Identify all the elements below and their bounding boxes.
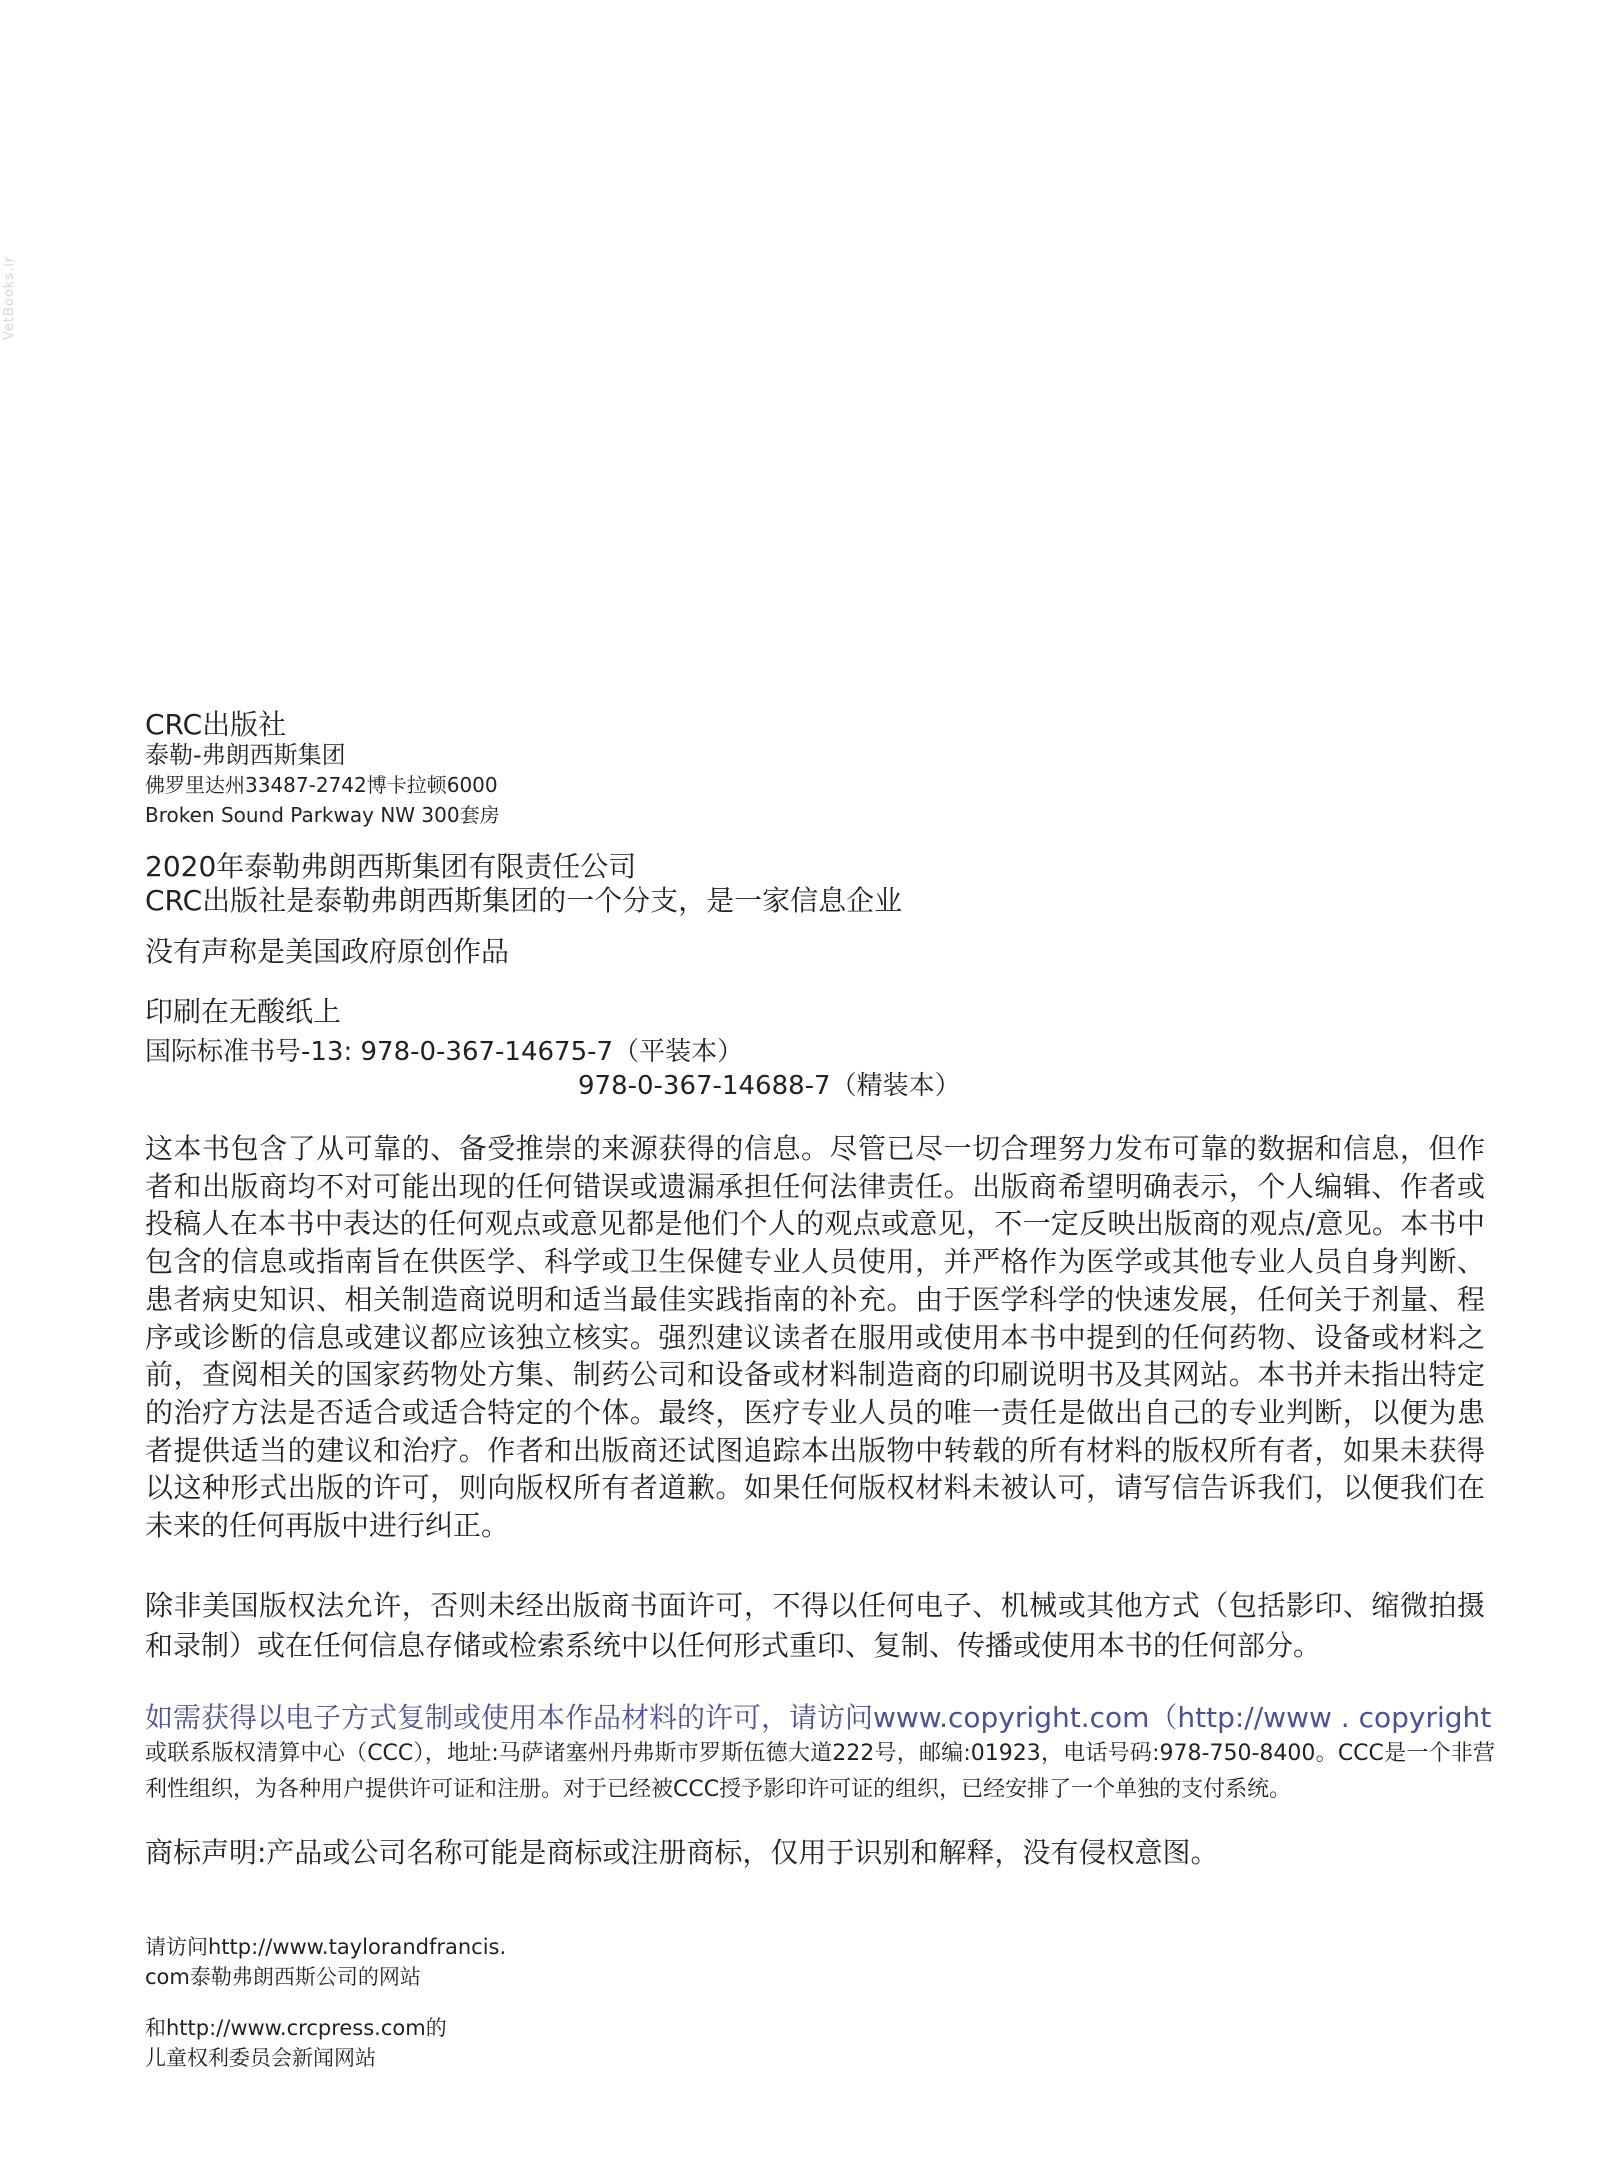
crc-press-website-line2: 儿童权利委员会新闻网站: [145, 2046, 376, 2070]
permission-block: [145, 1700, 1495, 1808]
crc-press-website-line1: 和http://www.crcpress.com的: [145, 2016, 447, 2040]
crc-press-website: [145, 2013, 447, 2073]
watermark-text: VetBooks.ir: [2, 255, 17, 340]
permission-ccc-info: 或联系版权清算中心（CCC），地址:马萨诸塞州丹弗斯市罗斯伍德大道222号，邮编:01923，电话号码:978-750-8400。CCC是一个非营利性组织，为各种用户提供许可证和注册。对于已经被CCC授予影印许可证的组织，已经安排了一个单独的支付系统。: [145, 1741, 1495, 1802]
reproduction-notice: 除非美国版权法允许，否则未经出版商书面许可，不得以任何电子、机械或其他方式（包括影印、缩微拍摄和录制）或在任何信息存储或检索系统中以任何形式重印、复制、传播或使用本书的任何部分。: [145, 1589, 1485, 1662]
publisher-group: 泰勒-弗朗西斯集团: [145, 741, 346, 769]
publisher-address-line1: 佛罗里达州33487-2742博卡拉顿6000: [145, 773, 498, 797]
publisher-address-line2: Broken Sound Parkway NW 300套房: [145, 803, 500, 827]
copyright-line1: 2020年泰勒弗朗西斯集团有限责任公司: [145, 850, 637, 883]
isbn-block: [145, 1035, 961, 1103]
taylor-francis-website-line1: 请访问http://www.taylorandfrancis.: [145, 1935, 507, 1959]
isbn-paperback: 国际标准书号-13: 978-0-367-14675-7（平装本）: [145, 1037, 744, 1067]
permission-lead: 如需获得以电子方式复制或使用本作品材料的许可，请访问www.copyright.com（http://www . copyright: [145, 1701, 1492, 1734]
government-work-notice: 没有声称是美国政府原创作品: [145, 935, 510, 968]
copyright-line2: CRC出版社是泰勒弗朗西斯集团的一个分支，是一家信息企业: [145, 884, 903, 917]
copyright-block: [145, 850, 902, 918]
taylor-francis-website-line2: com泰勒弗朗西斯公司的网站: [145, 1965, 421, 1989]
disclaimer-paragraph: 这本书包含了从可靠的、备受推崇的来源获得的信息。尽管已尽一切合理努力发布可靠的数据和信息，但作者和出版商均不对可能出现的任何错误或遗漏承担任何法律责任。出版商希望明确表示，个人编辑、作者或投稿人在本书中表达的任何观点或意见都是他们个人的观点或意见，不一定反映出版商的观点/意见。本书中包含的信息或指南旨在供医学、科学或卫生保健专业人员使用，并严格作为医学或其他专业人员自身判断、患者病史知识、相关制造商说明和适当最佳实践指南的补充。由于医学科学的快速发展，任何关于剂量、程序或诊断的信息或建议都应该独立核实。强烈建议读者在服用或使用本书中提到的任何药物、设备或材料之前，查阅相关的国家药物处方集、制药公司和设备或材料制造商的印刷说明书及其网站。本书并未指出特定的治疗方法是否适合或适合特定的个体。最终，医疗专业人员的唯一责任是做出自己的专业判断，以便为患者提供适当的建议和治疗。作者和出版商还试图追踪本出版物中转载的所有材料的版权所有者，如果未获得以这种形式出版的许可，则向版权所有者道歉。如果任何版权材料未被认可，请写信告诉我们，以便我们在未来的任何再版中进行纠正。: [145, 1132, 1485, 1543]
taylor-francis-website: [145, 1932, 506, 1992]
acid-free-paper-notice: 印刷在无酸纸上: [145, 995, 342, 1028]
publisher-name: CRC出版社: [145, 708, 287, 741]
publisher-block: [145, 710, 500, 830]
isbn-hardback: 978-0-367-14688-7（精装本）: [578, 1071, 961, 1101]
trademark-notice: 商标声明:产品或公司名称可能是商标或注册商标，仅用于识别和解释，没有侵权意图。: [145, 1836, 1219, 1869]
